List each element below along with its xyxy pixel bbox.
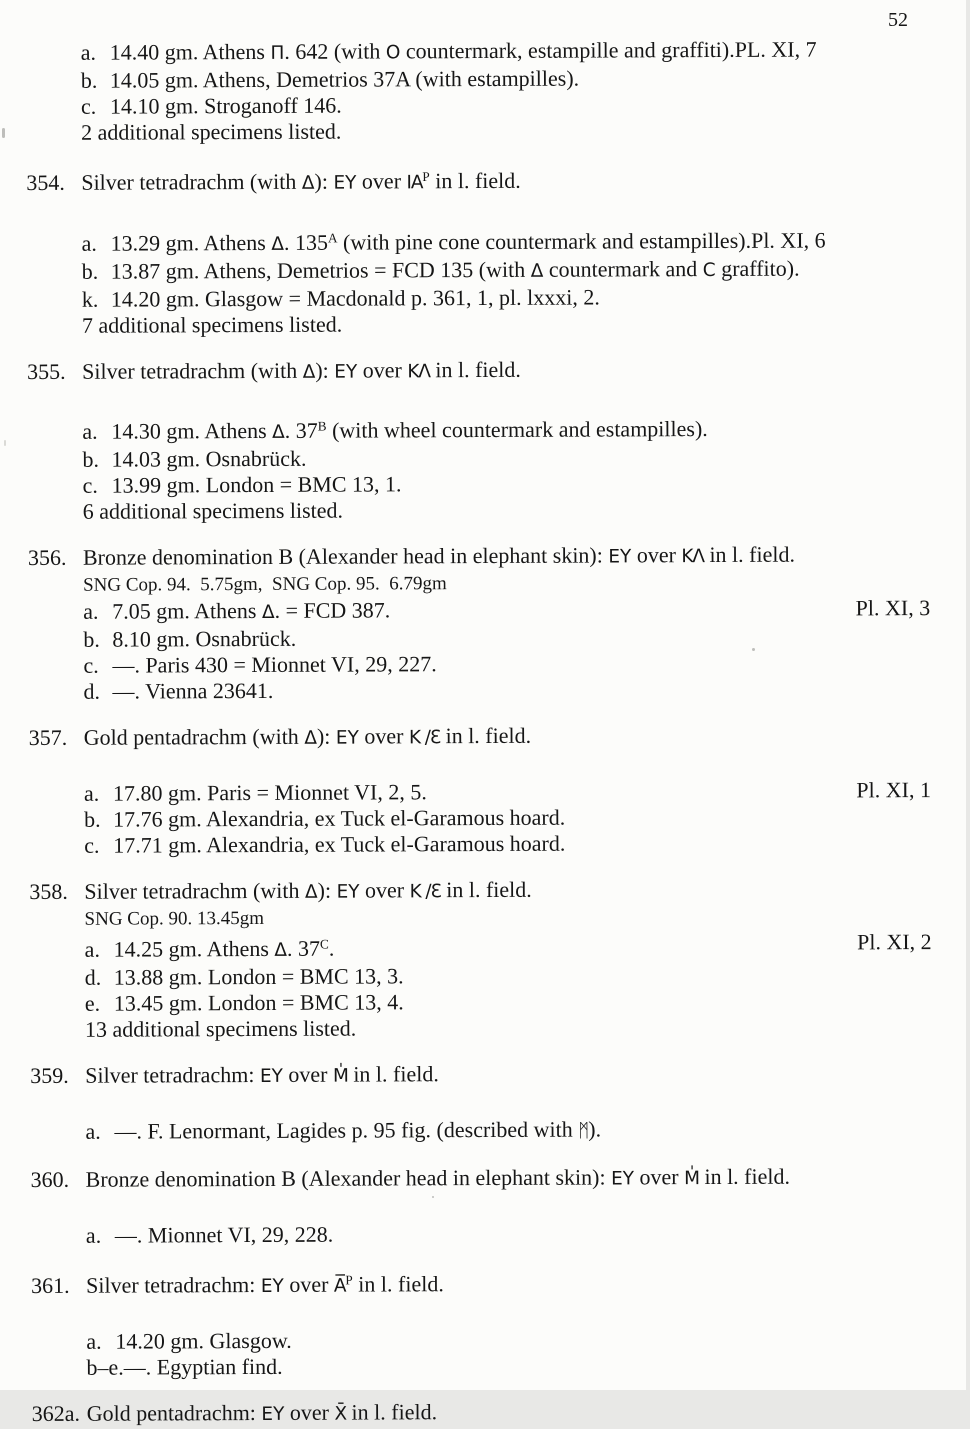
text-run: over bbox=[284, 1399, 335, 1426]
text-run: (with pine cone countermark and estampilles).Pl. XI, 6 bbox=[337, 227, 826, 255]
text-run: —. Vienna 23641. bbox=[112, 677, 274, 704]
monogram: X̄ bbox=[334, 1403, 347, 1425]
entry-number: 358. bbox=[29, 878, 68, 904]
specimen-label: a. bbox=[82, 418, 98, 444]
entry-heading bbox=[83, 541, 795, 569]
text-run: ): bbox=[315, 357, 335, 383]
entry-heading-row bbox=[30, 1059, 932, 1091]
specimen-label: c. bbox=[84, 832, 100, 858]
text-run: ): bbox=[317, 877, 337, 903]
specimen-line bbox=[84, 803, 931, 833]
specimen-text bbox=[112, 626, 296, 652]
specimen-label: e. bbox=[84, 990, 101, 1016]
specimen-line bbox=[84, 829, 931, 859]
text-run: —. F. Lenormant, Lagides p. 95 fig. (described with bbox=[114, 1116, 579, 1144]
specimen-label: a. bbox=[83, 780, 100, 806]
monogram: K ∕Ɛ bbox=[409, 880, 441, 903]
coin-letter: Δ bbox=[272, 421, 285, 443]
text-run: . 642 (with bbox=[284, 38, 386, 64]
entry-heading bbox=[86, 1271, 444, 1298]
entry-heading-row bbox=[32, 1397, 934, 1429]
superscript: P bbox=[422, 169, 430, 185]
text-run: Gold pentadrachm: bbox=[86, 1400, 262, 1426]
specimen-list bbox=[83, 595, 930, 705]
superscript: P bbox=[345, 1272, 353, 1288]
specimen-line bbox=[85, 929, 932, 965]
coin-letter: EY bbox=[260, 1276, 284, 1298]
text-run: 14.03 gm. Osnabrück. bbox=[111, 445, 307, 472]
text-run: 17.76 gm. Alexandria, ex Tuck el-Garamous hoard. bbox=[113, 804, 566, 832]
specimen-text bbox=[110, 93, 342, 119]
specimen-line bbox=[81, 64, 928, 94]
additional-specimens-note: 13 additional specimens listed. bbox=[84, 1015, 357, 1042]
specimen-line bbox=[81, 36, 928, 68]
catalog-entry bbox=[29, 721, 932, 859]
text-run: over bbox=[356, 168, 407, 194]
specimen-line bbox=[82, 443, 929, 473]
scan-speck bbox=[432, 1196, 434, 1198]
coin-letter: Δ bbox=[274, 939, 288, 961]
specimen-text bbox=[110, 66, 579, 93]
text-run: in l. field. bbox=[429, 356, 521, 382]
monogram: KΛ bbox=[681, 545, 704, 567]
coin-letter: Δ bbox=[530, 260, 544, 282]
specimen-text bbox=[114, 989, 404, 1015]
coin-letter: Π bbox=[270, 42, 285, 64]
text-run: Bronze denomination B (Alexander head in elephant skin): bbox=[82, 542, 609, 570]
text-run: over bbox=[282, 1061, 334, 1087]
coin-letter: EY bbox=[608, 546, 632, 568]
text-run: in l. field. bbox=[440, 876, 532, 902]
specimen-list bbox=[86, 1219, 933, 1249]
text-run: 17.71 gm. Alexandria, ex Tuck el-Garamous hoard. bbox=[113, 830, 566, 858]
text-run: 14.25 gm. Athens bbox=[113, 935, 275, 962]
specimen-label: a. bbox=[84, 936, 100, 962]
specimen-label: a. bbox=[85, 1118, 101, 1144]
catalog-entry bbox=[32, 1397, 934, 1429]
specimen-label: b. bbox=[82, 446, 100, 472]
specimen-text bbox=[115, 1222, 333, 1248]
coin-letter: Δ bbox=[271, 233, 284, 255]
coin-letter: Δ bbox=[304, 881, 318, 903]
text-run: Bronze denomination B (Alexander head in elephant skin): bbox=[85, 1164, 612, 1192]
specimen-text bbox=[112, 678, 273, 704]
specimen-label: a. bbox=[86, 1328, 102, 1354]
specimen-line bbox=[82, 411, 929, 447]
entry-heading bbox=[86, 1164, 790, 1192]
text-run: in l. field. bbox=[352, 1271, 444, 1297]
text-run: over bbox=[631, 541, 682, 568]
entry-heading bbox=[87, 1399, 437, 1426]
specimen-line bbox=[83, 649, 930, 679]
catalog-entry bbox=[29, 875, 932, 1043]
entry-heading-row bbox=[29, 875, 931, 907]
specimen-label: d. bbox=[83, 678, 101, 704]
text-run: over bbox=[359, 877, 410, 903]
specimen-label: b–e. bbox=[86, 1354, 124, 1380]
specimen-label: d. bbox=[84, 964, 102, 990]
superscript: B bbox=[317, 418, 327, 434]
entry-heading bbox=[84, 723, 531, 750]
coin-letter: C bbox=[702, 259, 716, 281]
coin-letter: EY bbox=[336, 881, 360, 903]
entry-heading-row bbox=[28, 541, 930, 573]
specimen-line bbox=[82, 283, 929, 313]
text-run: . 135 bbox=[283, 229, 328, 255]
text-run: over bbox=[357, 356, 408, 383]
specimen-text bbox=[112, 471, 402, 497]
text-run: 14.10 gm. Stroganoff 146. bbox=[109, 92, 342, 119]
additional-specimens-note: 7 additional specimens listed. bbox=[81, 311, 343, 338]
entry-heading bbox=[81, 168, 521, 195]
specimen-line bbox=[86, 1325, 933, 1355]
text-run: Silver tetradrachm: bbox=[86, 1272, 261, 1298]
text-run: in l. field. bbox=[698, 1163, 791, 1190]
specimen-label: a. bbox=[83, 598, 99, 624]
catalog-entry bbox=[31, 1265, 933, 1381]
text-run: in l. field. bbox=[347, 1061, 439, 1087]
specimen-line bbox=[86, 1351, 933, 1381]
text-run: countermark, estampille and graffiti).PL. XI, 7 bbox=[400, 36, 817, 64]
superscript: A bbox=[327, 229, 338, 245]
specimen-label: b. bbox=[81, 258, 99, 284]
catalog-entry bbox=[27, 355, 930, 525]
specimen-text bbox=[114, 963, 404, 989]
specimen-label: a. bbox=[85, 1222, 102, 1248]
specimen-text bbox=[110, 37, 817, 65]
text-run: . 37 bbox=[286, 935, 321, 961]
specimen-line bbox=[82, 255, 929, 287]
specimen-text bbox=[111, 416, 707, 444]
catalog-entry bbox=[31, 1163, 933, 1249]
scan-speck bbox=[2, 128, 5, 138]
additional-specimens-note: 6 additional specimens listed. bbox=[82, 497, 344, 524]
specimen-text bbox=[113, 830, 565, 857]
specimen-label: c. bbox=[80, 93, 97, 119]
entry-heading bbox=[84, 877, 531, 904]
specimen-label: a. bbox=[81, 230, 97, 256]
text-run: over bbox=[633, 1164, 685, 1190]
text-run: ): bbox=[314, 168, 334, 194]
text-run: 14.40 gm. Athens bbox=[109, 38, 271, 65]
specimen-line bbox=[85, 987, 932, 1017]
text-run: over bbox=[283, 1271, 334, 1298]
text-run: Silver tetradrachm: bbox=[85, 1061, 260, 1088]
text-run: 14.30 gm. Athens bbox=[111, 417, 273, 444]
specimen-text bbox=[115, 1328, 292, 1354]
entry-heading-row bbox=[31, 1163, 933, 1195]
monogram: A̅ bbox=[333, 1275, 346, 1297]
monogram: ᛗ bbox=[578, 1120, 589, 1142]
text-run: over bbox=[358, 723, 409, 749]
entry-number: 362a. bbox=[31, 1401, 80, 1427]
text-run: 8.10 gm. Osnabrück. bbox=[112, 625, 297, 652]
entry-heading-row bbox=[31, 1265, 933, 1301]
coin-letter: EY bbox=[334, 361, 358, 383]
specimen-list bbox=[82, 411, 929, 499]
monogram: K ∕Ɛ bbox=[408, 726, 441, 749]
specimen-line bbox=[83, 469, 930, 499]
entry-number: 355. bbox=[27, 358, 66, 384]
specimen-line bbox=[85, 961, 932, 991]
plate-reference: Pl. XI, 2 bbox=[857, 928, 932, 955]
specimen-list bbox=[86, 1325, 933, 1381]
text-run: 14.05 gm. Athens, Demetrios 37A (with estampilles). bbox=[109, 65, 580, 93]
specimen-line bbox=[86, 1219, 933, 1249]
coin-letter: EY bbox=[259, 1065, 283, 1087]
coin-letter: Δ bbox=[301, 172, 315, 195]
text-run: in l. field. bbox=[345, 1399, 438, 1425]
specimen-text bbox=[112, 651, 436, 677]
entry-number: 356. bbox=[27, 544, 67, 570]
catalog-entry bbox=[26, 36, 928, 146]
text-run: in l. field. bbox=[439, 722, 532, 748]
specimen-text bbox=[114, 936, 335, 962]
page-number: 52 bbox=[888, 9, 908, 31]
specimen-line bbox=[81, 90, 928, 120]
text-run: 14.20 gm. Glasgow = Macdonald p. 361, 1, pl. lxxxi, 2. bbox=[110, 283, 600, 312]
coin-letter: EY bbox=[611, 1168, 635, 1190]
specimen-text bbox=[111, 446, 306, 472]
entry-heading bbox=[82, 356, 521, 383]
specimen-list bbox=[81, 222, 928, 312]
specimen-text bbox=[114, 1116, 601, 1143]
text-run: in l. field. bbox=[703, 541, 796, 567]
text-run: 14.20 gm. Glasgow. bbox=[115, 1328, 292, 1354]
text-run: 13.88 gm. London = BMC 13, 3. bbox=[113, 963, 404, 990]
entry-subnote: SNG Cop. 90. 13.45gm bbox=[84, 907, 265, 930]
specimen-label: a. bbox=[80, 39, 97, 65]
text-run: (with wheel countermark and estampilles). bbox=[326, 415, 708, 443]
specimen-list bbox=[85, 1115, 932, 1147]
text-run: 13.45 gm. London = BMC 13, 4. bbox=[113, 989, 404, 1016]
catalog-entries bbox=[26, 36, 934, 1429]
entry-number: 360. bbox=[30, 1166, 70, 1192]
specimen-label: b. bbox=[80, 67, 98, 93]
coin-letter: Δ bbox=[261, 601, 275, 623]
text-run: . = FCD 387. bbox=[274, 597, 391, 623]
monogram: IA bbox=[406, 172, 423, 194]
specimen-list bbox=[81, 36, 928, 120]
text-run: Gold pentadrachm (with bbox=[83, 723, 305, 750]
specimen-label: b. bbox=[83, 626, 100, 652]
entry-heading-row bbox=[26, 162, 928, 198]
specimen-text bbox=[112, 597, 390, 623]
specimen-label: k. bbox=[81, 286, 99, 312]
additional-specimens-note: 2 additional specimens listed. bbox=[81, 118, 342, 145]
text-run: 13.87 gm. Athens, Demetrios = FCD 135 (with bbox=[110, 256, 531, 284]
text-run: 13.99 gm. London = BMC 13, 1. bbox=[111, 471, 402, 498]
text-run: . bbox=[328, 935, 335, 961]
monogram: KΛ bbox=[407, 360, 430, 382]
text-run: Silver tetradrachm (with bbox=[81, 169, 302, 195]
text-run: —. Egyptian find. bbox=[123, 1354, 283, 1380]
specimen-text bbox=[111, 284, 600, 311]
specimen-text bbox=[113, 804, 565, 831]
coin-letter: O bbox=[385, 42, 401, 64]
text-run: 13.29 gm. Athens bbox=[110, 229, 272, 256]
coin-letter: EY bbox=[261, 1404, 285, 1426]
text-run: 7.05 gm. Athens bbox=[112, 597, 262, 624]
specimen-text bbox=[124, 1354, 283, 1380]
entry-heading bbox=[85, 1061, 439, 1088]
entry-number: 354. bbox=[26, 170, 65, 196]
plate-reference: Pl. XI, 3 bbox=[855, 594, 931, 621]
specimen-label: b. bbox=[84, 806, 101, 832]
specimen-list bbox=[85, 929, 932, 1017]
entry-heading-row bbox=[29, 721, 931, 753]
monogram: M̍ bbox=[332, 1065, 348, 1087]
text-run: graffito). bbox=[715, 255, 800, 281]
entry-heading-row bbox=[27, 355, 929, 387]
monogram: M̍ bbox=[684, 1168, 699, 1190]
entry-number: 361. bbox=[31, 1273, 70, 1299]
superscript: C bbox=[319, 936, 329, 952]
coin-letter: Δ bbox=[304, 727, 317, 749]
text-run: ). bbox=[588, 1116, 602, 1142]
text-run: countermark and bbox=[543, 255, 703, 282]
scan-speck bbox=[752, 648, 755, 651]
text-run: Silver tetradrachm (with bbox=[82, 357, 303, 384]
specimen-text bbox=[111, 227, 826, 255]
specimen-label: c. bbox=[83, 652, 99, 678]
specimen-line bbox=[84, 777, 931, 807]
specimen-line bbox=[83, 595, 930, 627]
text-run: 17.80 gm. Paris = Mionnet VI, 2, 5. bbox=[112, 778, 427, 806]
catalog-entry bbox=[26, 162, 929, 338]
scan-speck bbox=[4, 440, 6, 446]
text-run: ): bbox=[316, 723, 336, 749]
coin-letter: EY bbox=[335, 727, 359, 749]
coin-letter: Δ bbox=[302, 361, 316, 383]
coin-letter: EY bbox=[333, 172, 357, 194]
catalog-entry bbox=[28, 541, 931, 705]
specimen-line bbox=[83, 623, 930, 653]
specimen-line bbox=[81, 222, 928, 258]
text-run: in l. field. bbox=[429, 168, 521, 194]
plate-reference: Pl. XI, 1 bbox=[856, 776, 932, 803]
entry-number: 359. bbox=[30, 1062, 69, 1088]
entry-number: 357. bbox=[28, 724, 68, 750]
specimen-list bbox=[84, 777, 931, 859]
text-run: —. Mionnet VI, 29, 228. bbox=[114, 1221, 334, 1248]
specimen-line bbox=[85, 1115, 932, 1147]
specimen-text bbox=[113, 779, 427, 805]
text-run: . 37 bbox=[284, 417, 318, 443]
entry-subnote: SNG Cop. 94. 5.75gm, SNG Cop. 95. 6.79gm bbox=[83, 572, 447, 596]
catalog-entry bbox=[30, 1059, 932, 1147]
text-run: —. Paris 430 = Mionnet VI, 29, 227. bbox=[112, 650, 437, 678]
specimen-line bbox=[83, 675, 930, 705]
specimen-text bbox=[111, 255, 800, 283]
specimen-label: c. bbox=[82, 472, 98, 498]
text-run: Silver tetradrachm (with bbox=[84, 877, 305, 904]
